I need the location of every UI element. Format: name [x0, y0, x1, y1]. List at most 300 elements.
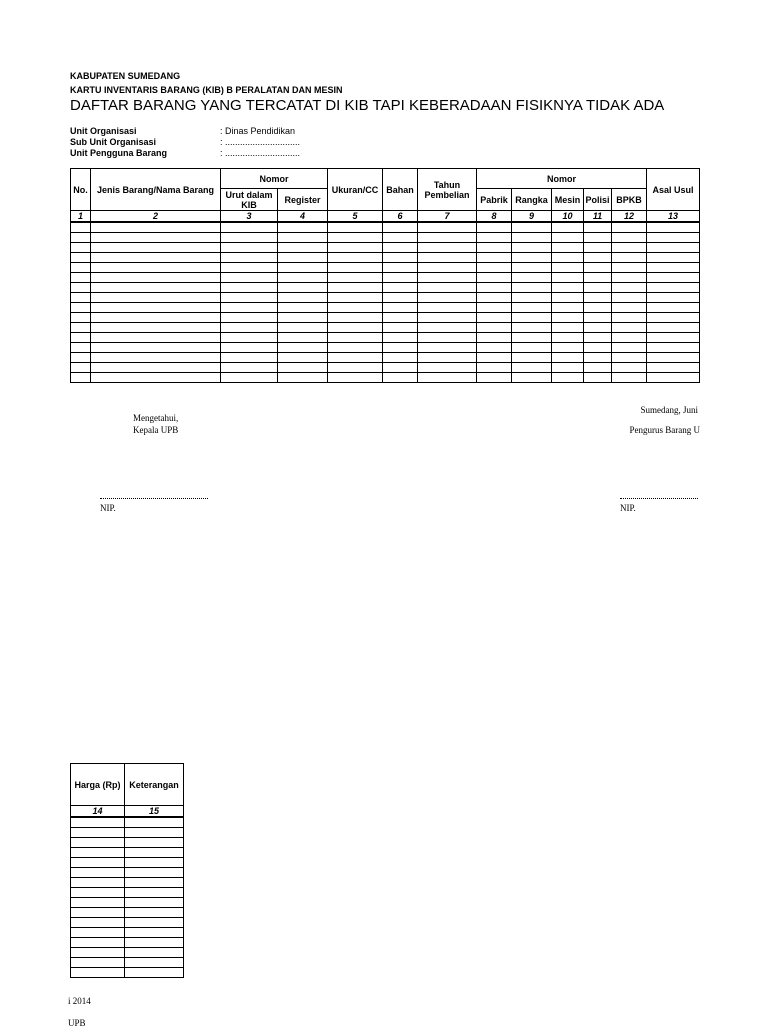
col-number: 4: [278, 211, 328, 223]
header-pabrik: Pabrik: [477, 189, 512, 211]
table-cell: [647, 243, 700, 253]
col-number: 3: [221, 211, 278, 223]
table-row: [71, 283, 700, 293]
header-harga: Harga (Rp): [71, 764, 125, 806]
table-cell: [278, 363, 328, 373]
table-cell: [71, 858, 125, 868]
table-cell: [418, 293, 477, 303]
col-number: 6: [383, 211, 418, 223]
table-cell: [647, 253, 700, 263]
table-cell: [71, 303, 91, 313]
table-cell: [512, 333, 552, 343]
inventory-table: [70, 168, 700, 383]
table-cell: [221, 333, 278, 343]
table-cell: [512, 253, 552, 263]
table-cell: [612, 333, 647, 343]
table-cell: [71, 908, 125, 918]
table-cell: [383, 222, 418, 233]
table-cell: [71, 888, 125, 898]
col-number: 12: [612, 211, 647, 223]
table-cell: [383, 243, 418, 253]
nip-right: NIP.: [620, 503, 636, 513]
table-cell: [125, 858, 184, 868]
table-cell: [552, 313, 584, 323]
table-cell: [125, 918, 184, 928]
table-cell: [71, 838, 125, 848]
table-cell: [612, 283, 647, 293]
table-cell: [125, 817, 184, 828]
table-cell: [512, 293, 552, 303]
table-cell: [477, 313, 512, 323]
table-cell: [647, 333, 700, 343]
table-cell: [552, 333, 584, 343]
table-cell: [91, 373, 221, 383]
table-cell: [71, 938, 125, 948]
table-cell: [512, 353, 552, 363]
table-cell: [71, 918, 125, 928]
table-cell: [584, 333, 612, 343]
table-cell: [278, 343, 328, 353]
table-cell: [71, 878, 125, 888]
table-body: [71, 817, 184, 978]
table-cell: [71, 222, 91, 233]
table-cell: [71, 948, 125, 958]
table-row: [71, 313, 700, 323]
table-cell: [612, 222, 647, 233]
table-cell: [221, 233, 278, 243]
table-cell: [383, 303, 418, 313]
table-row: [71, 323, 700, 333]
table-cell: [584, 363, 612, 373]
table-row: [71, 948, 184, 958]
table-cell: [71, 333, 91, 343]
col-number: 11: [584, 211, 612, 223]
table-cell: [418, 233, 477, 243]
table-cell: [552, 353, 584, 363]
table-cell: [221, 373, 278, 383]
table-cell: [278, 233, 328, 243]
table-cell: [278, 222, 328, 233]
table-cell: [91, 263, 221, 273]
table-cell: [584, 283, 612, 293]
unit-organisasi-label: Unit Organisasi: [70, 126, 137, 136]
table-cell: [125, 938, 184, 948]
table-cell: [647, 353, 700, 363]
table-cell: [584, 353, 612, 363]
table-cell: [552, 253, 584, 263]
table-cell: [383, 343, 418, 353]
table-cell: [584, 373, 612, 383]
table-cell: [278, 243, 328, 253]
table-row: [71, 858, 184, 868]
kepala-upb-label: Kepala UPB: [133, 425, 179, 435]
table-cell: [221, 263, 278, 273]
table-cell: [552, 243, 584, 253]
table-cell: [418, 363, 477, 373]
table-cell: [91, 283, 221, 293]
table-row: [71, 222, 700, 233]
table-cell: [383, 283, 418, 293]
table-cell: [477, 273, 512, 283]
table-cell: [477, 293, 512, 303]
table-row: [71, 958, 184, 968]
header-rangka: Rangka: [512, 189, 552, 211]
table-row: [71, 303, 700, 313]
table-row: [71, 838, 184, 848]
table-cell: [512, 363, 552, 373]
table-row: [71, 363, 700, 373]
table-cell: [552, 233, 584, 243]
table-cell: [328, 353, 383, 363]
table-cell: [125, 908, 184, 918]
header-keterangan: Keterangan: [125, 764, 184, 806]
table-cell: [512, 233, 552, 243]
table-cell: [477, 353, 512, 363]
table-row: [71, 938, 184, 948]
table-cell: [328, 253, 383, 263]
table-cell: [221, 303, 278, 313]
col-number: 5: [328, 211, 383, 223]
table-cell: [278, 373, 328, 383]
table-cell: [278, 323, 328, 333]
col-number: 15: [125, 806, 184, 818]
table-cell: [71, 343, 91, 353]
table-cell: [584, 313, 612, 323]
table-cell: [278, 273, 328, 283]
table-cell: [221, 313, 278, 323]
table-cell: [328, 283, 383, 293]
table-cell: [71, 283, 91, 293]
header-register: Register: [278, 189, 328, 211]
continuation-table: [70, 763, 184, 978]
table-cell: [477, 253, 512, 263]
col-number: 10: [552, 211, 584, 223]
table-cell: [125, 878, 184, 888]
table-row: [71, 253, 700, 263]
unit-pengguna-label: Unit Pengguna Barang: [70, 148, 168, 158]
table-cell: [221, 353, 278, 363]
table-cell: [328, 313, 383, 323]
table-row: [71, 243, 700, 253]
unit-pengguna-value: : ..............................: [220, 148, 301, 158]
table-cell: [552, 323, 584, 333]
table-cell: [512, 273, 552, 283]
table-cell: [383, 273, 418, 283]
table-cell: [71, 363, 91, 373]
table-cell: [125, 958, 184, 968]
kartu-label: KARTU INVENTARIS BARANG (KIB) B PERALATAN DAN MESIN: [70, 85, 343, 95]
table-cell: [383, 313, 418, 323]
table-cell: [71, 243, 91, 253]
table-cell: [512, 323, 552, 333]
table-cell: [552, 343, 584, 353]
table-cell: [71, 828, 125, 838]
table-cell: [328, 303, 383, 313]
table-cell: [71, 233, 91, 243]
table-cell: [71, 353, 91, 363]
table-cell: [647, 363, 700, 373]
header-jenis-barang: Jenis Barang/Nama Barang: [91, 169, 221, 211]
header-tahun-pembelian: Tahun Pembelian: [418, 169, 477, 211]
header-bahan: Bahan: [383, 169, 418, 211]
table-row: [71, 353, 700, 363]
table-cell: [477, 222, 512, 233]
table-cell: [71, 253, 91, 263]
table-cell: [221, 253, 278, 263]
table-cell: [71, 868, 125, 878]
table-cell: [91, 313, 221, 323]
table-row: [71, 908, 184, 918]
table-cell: [612, 323, 647, 333]
table-cell: [477, 343, 512, 353]
col-number: 9: [512, 211, 552, 223]
table-cell: [328, 243, 383, 253]
table-cell: [647, 233, 700, 243]
table-row: [71, 878, 184, 888]
table-cell: [91, 243, 221, 253]
table-cell: [91, 303, 221, 313]
table-cell: [647, 313, 700, 323]
table-row: [71, 828, 184, 838]
table-cell: [328, 263, 383, 273]
table-cell: [584, 233, 612, 243]
table-cell: [383, 363, 418, 373]
table-cell: [612, 243, 647, 253]
table-cell: [418, 283, 477, 293]
table-cell: [612, 313, 647, 323]
table-cell: [278, 263, 328, 273]
table-cell: [584, 243, 612, 253]
table-cell: [512, 222, 552, 233]
table-cell: [278, 353, 328, 363]
table-cell: [512, 243, 552, 253]
table-row: [71, 233, 700, 243]
col-number: 8: [477, 211, 512, 223]
table-cell: [612, 293, 647, 303]
table-cell: [477, 373, 512, 383]
table-cell: [383, 263, 418, 273]
table-cell: [278, 293, 328, 303]
table-cell: [383, 373, 418, 383]
table-cell: [512, 283, 552, 293]
col-number: 7: [418, 211, 477, 223]
table-cell: [477, 263, 512, 273]
table-cell: [612, 273, 647, 283]
table-cell: [552, 283, 584, 293]
table-cell: [552, 363, 584, 373]
table-row: [71, 928, 184, 938]
table-body: [71, 222, 700, 383]
table-cell: [418, 243, 477, 253]
header-asal-usul: Asal Usul: [647, 169, 700, 211]
table-cell: [612, 373, 647, 383]
header-bpkb: BPKB: [612, 189, 647, 211]
table-cell: [125, 838, 184, 848]
table-cell: [91, 343, 221, 353]
table-cell: [125, 928, 184, 938]
table-cell: [328, 233, 383, 243]
table-cell: [71, 898, 125, 908]
table-cell: [552, 303, 584, 313]
table-cell: [91, 353, 221, 363]
table-cell: [91, 293, 221, 303]
table-cell: [477, 303, 512, 313]
table-row: [71, 333, 700, 343]
kabupaten-label: KABUPATEN SUMEDANG: [70, 71, 181, 81]
table-cell: [71, 293, 91, 303]
table-cell: [278, 333, 328, 343]
table-cell: [328, 373, 383, 383]
table-cell: [477, 333, 512, 343]
table-cell: [328, 293, 383, 303]
table-cell: [584, 293, 612, 303]
table-cell: [71, 968, 125, 978]
table-cell: [71, 928, 125, 938]
table-row: [71, 918, 184, 928]
table-cell: [418, 333, 477, 343]
table-cell: [71, 263, 91, 273]
sub-unit-value: : ..............................: [220, 137, 301, 147]
table-cell: [584, 273, 612, 283]
table-cell: [221, 293, 278, 303]
table-cell: [71, 817, 125, 828]
table-cell: [512, 303, 552, 313]
table-cell: [278, 283, 328, 293]
table-cell: [418, 263, 477, 273]
table-row: [71, 343, 700, 353]
table-cell: [552, 293, 584, 303]
table-cell: [125, 948, 184, 958]
unit-organisasi-value: : Dinas Pendidikan: [220, 126, 296, 136]
table-cell: [125, 898, 184, 908]
table-cell: [647, 293, 700, 303]
table-cell: [91, 233, 221, 243]
table-cell: [418, 303, 477, 313]
table-cell: [71, 373, 91, 383]
table-cell: [477, 243, 512, 253]
table-cell: [477, 283, 512, 293]
table-cell: [512, 343, 552, 353]
table-cell: [91, 363, 221, 373]
table-row: [71, 968, 184, 978]
table-cell: [71, 958, 125, 968]
table-cell: [71, 273, 91, 283]
table-cell: [328, 363, 383, 373]
table-cell: [91, 222, 221, 233]
table-cell: [612, 263, 647, 273]
header-urut-kib: Urut dalam KIB: [221, 189, 278, 211]
col-number: 13: [647, 211, 700, 223]
year-fragment: i 2014: [68, 996, 91, 1006]
header-nomor-kib: Nomor: [221, 169, 328, 189]
table-cell: [383, 233, 418, 243]
table-cell: [221, 323, 278, 333]
table-cell: [584, 343, 612, 353]
table-cell: [125, 888, 184, 898]
col-number: 1: [71, 211, 91, 223]
table-cell: [647, 222, 700, 233]
table-row: [71, 263, 700, 273]
table-cell: [647, 273, 700, 283]
table-cell: [328, 343, 383, 353]
table-cell: [477, 323, 512, 333]
table-cell: [418, 353, 477, 363]
table-cell: [278, 303, 328, 313]
table-cell: [512, 263, 552, 273]
table-cell: [125, 968, 184, 978]
table-cell: [418, 373, 477, 383]
table-cell: [278, 253, 328, 263]
header-no: No.: [71, 169, 91, 211]
table-cell: [328, 323, 383, 333]
table-cell: [612, 363, 647, 373]
table-cell: [383, 333, 418, 343]
table-cell: [71, 848, 125, 858]
sub-unit-label: Sub Unit Organisasi: [70, 137, 157, 147]
table-cell: [125, 848, 184, 858]
table-cell: [383, 253, 418, 263]
table-cell: [552, 222, 584, 233]
table-cell: [647, 263, 700, 273]
table-cell: [584, 263, 612, 273]
document-title: DAFTAR BARANG YANG TERCATAT DI KIB TAPI KEBERADAAN FISIKNYA TIDAK ADA: [70, 97, 665, 114]
nip-left: NIP.: [100, 503, 116, 513]
table-cell: [91, 333, 221, 343]
table-cell: [584, 323, 612, 333]
table-cell: [91, 273, 221, 283]
table-cell: [328, 273, 383, 283]
table-cell: [647, 283, 700, 293]
table-cell: [612, 353, 647, 363]
table-cell: [584, 222, 612, 233]
table-cell: [383, 353, 418, 363]
table-cell: [584, 303, 612, 313]
header-nomor-kendaraan: Nomor: [477, 169, 647, 189]
table-cell: [418, 323, 477, 333]
signature-line-right: [620, 498, 698, 499]
table-cell: [221, 222, 278, 233]
table-cell: [647, 373, 700, 383]
table-row: [71, 373, 700, 383]
table-cell: [584, 253, 612, 263]
table-cell: [552, 373, 584, 383]
table-cell: [647, 323, 700, 333]
table-cell: [418, 222, 477, 233]
upb-fragment: UPB: [68, 1018, 86, 1028]
table-cell: [125, 868, 184, 878]
pengurus-barang-label: Pengurus Barang U: [629, 425, 700, 435]
table-row: [71, 888, 184, 898]
table-cell: [418, 253, 477, 263]
table-cell: [71, 323, 91, 333]
table-cell: [221, 273, 278, 283]
table-row: [71, 273, 700, 283]
table-cell: [221, 283, 278, 293]
header-mesin: Mesin: [552, 189, 584, 211]
table-cell: [328, 333, 383, 343]
table-cell: [512, 373, 552, 383]
table-cell: [221, 343, 278, 353]
table-cell: [477, 363, 512, 373]
table-cell: [125, 828, 184, 838]
table-cell: [221, 363, 278, 373]
col-number: 14: [71, 806, 125, 818]
header-ukuran: Ukuran/CC: [328, 169, 383, 211]
signature-line-left: [100, 498, 208, 499]
table-cell: [552, 273, 584, 283]
table-cell: [418, 343, 477, 353]
table-cell: [512, 313, 552, 323]
